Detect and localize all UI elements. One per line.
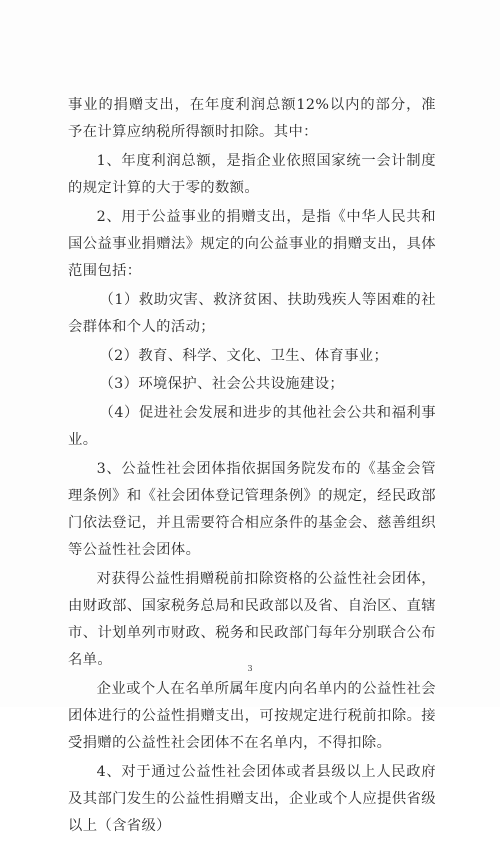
paragraph-publication-note: 对获得公益性捐赠税前扣除资格的公益性社会团体，由财政部、国家税务总局和民政部以及省、自治区、直辖市、计划单列市财政、税务和民政部门每年分别联合公布名单。 (68, 571, 436, 669)
page-number: 3 (247, 664, 253, 673)
paragraph-deduction-note: 企业或个人在名单所属年度内向名单内的公益性社会团体进行的公益性捐赠支出，可按规定进行税前扣除。接受捐赠的公益性社会团体不在名单内，不得扣除。 (68, 681, 436, 752)
paragraph-continuation: 事业的捐赠支出，在年度利润总额12%以内的部分，准予在计算应纳税所得额时扣除。其中： (68, 97, 436, 140)
document-body (68, 92, 436, 842)
paragraph-sub-item-3: （3）环境保护、社会公共设施建设； (99, 376, 345, 393)
paragraph-item-3: 3、公益性社会团体指依据国务院发布的《基金会管理条例》和《社会团体登记管理条例》的规定，经民政部门依法登记，并且需要符合相应条件的基金会、慈善组织等公益性社会团体。 (68, 461, 436, 559)
paragraph-sub-item-2: （2）教育、科学、文化、卫生、体育事业； (99, 347, 389, 364)
paragraph-item-1: 1、年度利润总额，是指企业依照国家统一会计制度的规定计算的大于零的数额。 (68, 152, 436, 196)
paragraph-sub-item-4: （4）促进社会发展和进步的其他社会公共和福利事业。 (68, 405, 436, 449)
paragraph-sub-item-1: （1）救助灾害、救济贫困、扶助残疾人等困难的社会群体和个人的活动； (68, 291, 436, 335)
paragraph-item-4: 4、对于通过公益性社会团体或者县级以上人民政府及其部门发生的公益性捐赠支出，企业或个人应提供省级以上（含省级） (68, 763, 436, 834)
paragraph-item-2: 2、用于公益事业的捐赠支出，是指《中华人民共和国公益事业捐赠法》规定的向公益事业的捐赠支出，具体范围包括： (68, 208, 436, 279)
